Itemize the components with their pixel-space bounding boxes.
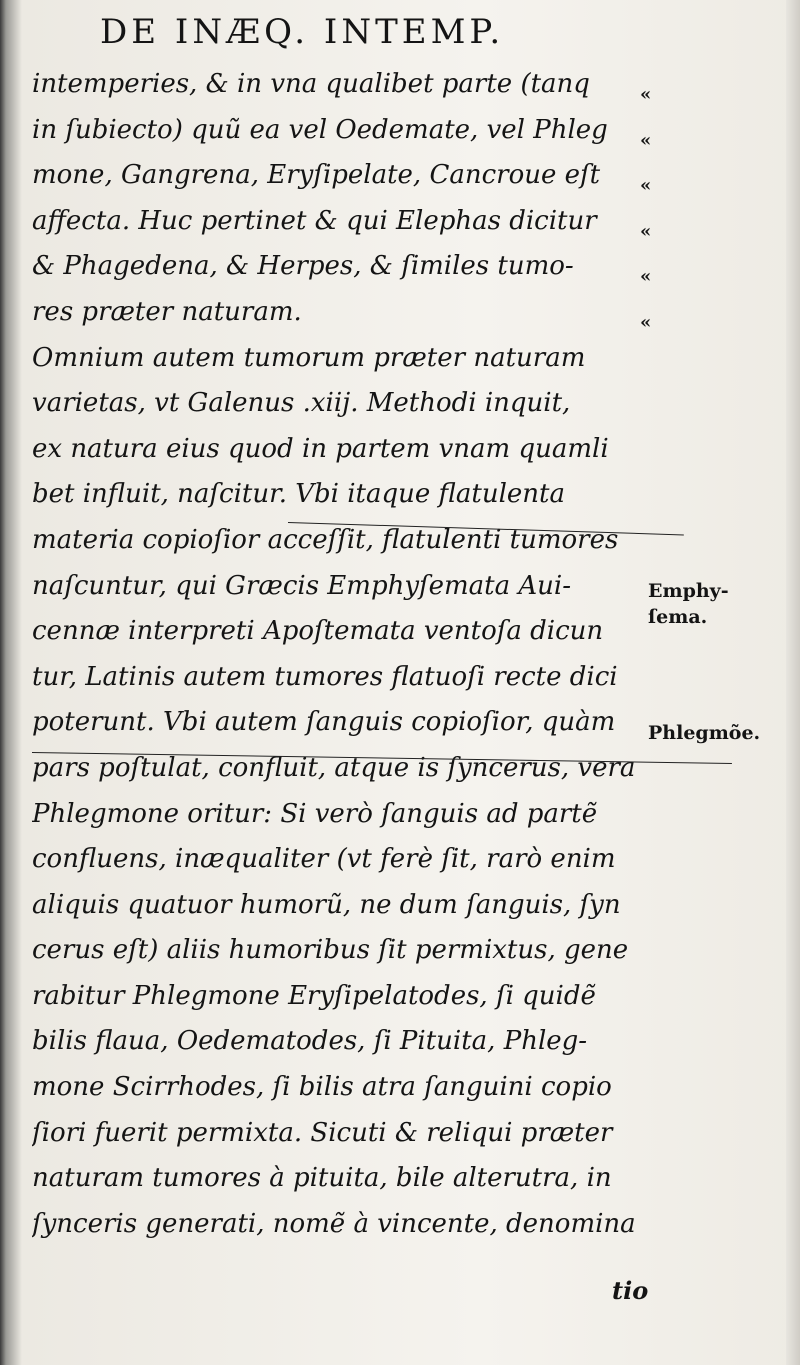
- text-line: Phlegmone oritur: Si verò ſanguis ad partẽ: [32, 798, 598, 829]
- margin-mark: «: [640, 129, 652, 151]
- text-line: in ſubiecto) quũ ea vel Oedemate, vel Phleg: [32, 114, 608, 145]
- text-line: bilis flaua, Oedematodes, ſi Pituita, Phleg-: [32, 1026, 588, 1057]
- margin-mark: «: [640, 175, 652, 197]
- text-line: ſiori fuerit permixta. Sicuti & reliqui præter: [32, 1117, 613, 1148]
- main-text-block: [32, 62, 644, 1247]
- running-header: DE INÆQ. INTEMP.: [100, 12, 505, 52]
- text-line: & Phagedena, & Herpes, & ſimiles tumo-: [32, 251, 574, 282]
- margin-note-line: ſema.: [648, 606, 708, 628]
- text-line: intemperies, & in vna qualibet parte (tanq: [32, 69, 590, 99]
- text-line: tur, Latinis autem tumores flatuoſi recte dici: [32, 661, 618, 692]
- text-line: mone Scirrhodes, ſi bilis atra ſanguini copio: [32, 1072, 612, 1103]
- text-line: rabitur Phlegmone Eryſipelatodes, ſi quidẽ: [32, 980, 596, 1011]
- margin-mark: «: [640, 311, 652, 333]
- text-line: varietas, vt Galenus .xiij. Methodi inquit,: [32, 388, 571, 419]
- margin-mark: «: [640, 266, 652, 288]
- text-line: aliquis quatuor humorũ, ne dum ſanguis, ſyn: [32, 889, 621, 920]
- text-line: mone, Gangrena, Eryſipelate, Cancroue eſt: [32, 160, 601, 191]
- margin-mark: «: [640, 220, 652, 242]
- text-line: ſynceris generati, nomẽ à vincente, denomina: [32, 1208, 636, 1239]
- text-line: poterunt. Vbi autem ſanguis copioſior, quàm: [32, 707, 616, 738]
- margin-note-emphysema: [648, 578, 729, 630]
- margin-quote-marks: [640, 72, 651, 346]
- text-line: naſcuntur, qui Græcis Emphyſemata Aui-: [32, 570, 572, 601]
- text-line: pars poſtulat, confluit, atque is ſyncerus, vera: [32, 752, 636, 783]
- margin-note-line: Phlegmõe.: [648, 722, 761, 744]
- margin-note-line: Emphy-: [648, 580, 729, 602]
- margin-note-phlegmone: [648, 720, 760, 746]
- catchword: tio: [612, 1276, 649, 1305]
- text-line: confluens, inæqualiter (vt ferè ſit, rarò enim: [32, 844, 616, 875]
- page-right-edge: [786, 0, 800, 1365]
- text-line: cerus eſt) aliis humoribus ſit permixtus, gene: [32, 935, 629, 966]
- text-line: cennæ interpreti Apoſtemata ventoſa dicun: [32, 616, 604, 647]
- text-line: Omnium autem tumorum præter naturam: [32, 342, 586, 373]
- text-line: materia copioſior acceſſit, flatulenti tumores: [32, 524, 619, 555]
- text-line: res præter naturam.: [32, 296, 302, 327]
- text-line: naturam tumores à pituita, bile alterutra, in: [32, 1163, 612, 1194]
- margin-mark: «: [640, 84, 652, 105]
- text-line: affecta. Huc pertinet & qui Elephas dicitur: [32, 205, 597, 236]
- text-line: bet influit, naſcitur. Vbi itaque flatulenta: [32, 479, 565, 510]
- text-line: ex natura eius quod in partem vnam quamli: [32, 433, 609, 464]
